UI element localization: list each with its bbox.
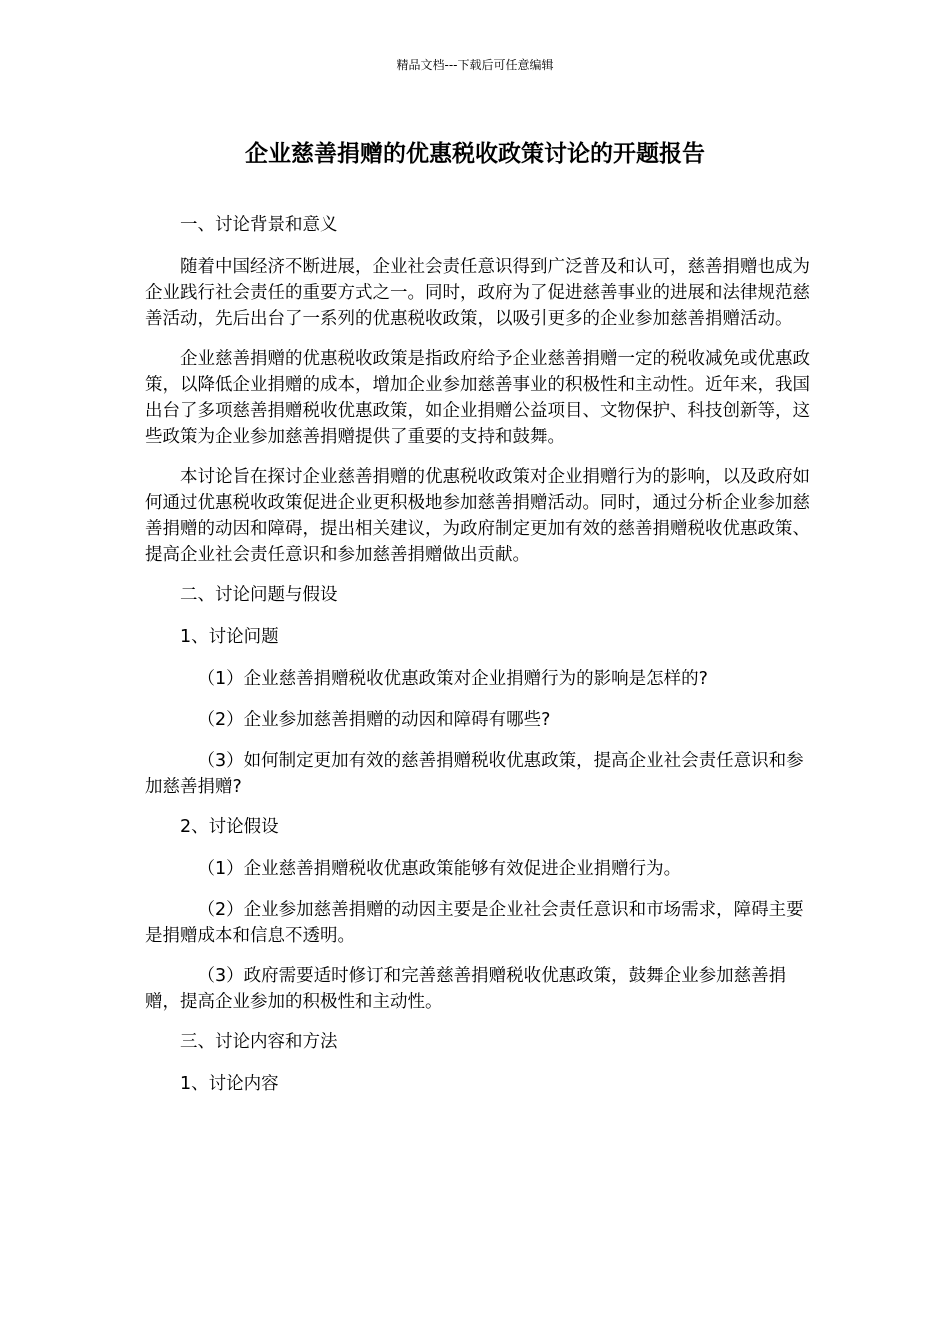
hypothesis-3: （3）政府需要适时修订和完善慈善捐赠税收优惠政策，鼓舞企业参加慈善捐赠，提高企业参加的积极性和主动性。 [145, 966, 787, 1012]
question-1: （1）企业慈善捐赠税收优惠政策对企业捐赠行为的影响是怎样的? [197, 669, 708, 689]
document-title: 企业慈善捐赠的优惠税收政策讨论的开题报告 [245, 141, 705, 167]
paragraph-1: 随着中国经济不断进展，企业社会责任意识得到广泛普及和认可，慈善捐赠也成为企业践行社会责任的重要方式之一。同时，政府为了促进慈善事业的进展和法律规范慈善活动，先后出台了一系列的优惠税收政策，以吸引更多的企业参加慈善捐赠活动。 [145, 257, 810, 329]
hypothesis-2: （2）企业参加慈善捐赠的动因主要是企业社会责任意识和市场需求，障碍主要是捐赠成本和信息不透明。 [145, 900, 804, 946]
subsection-hypotheses-heading: 2、讨论假设 [180, 817, 279, 837]
section-2-heading: 二、讨论问题与假设 [180, 585, 338, 605]
section-1-heading: 一、讨论背景和意义 [180, 215, 338, 235]
section-3-heading: 三、讨论内容和方法 [180, 1032, 338, 1052]
subsection-content-heading: 1、讨论内容 [180, 1074, 279, 1094]
paragraph-3: 本讨论旨在探讨企业慈善捐赠的优惠税收政策对企业捐赠行为的影响，以及政府如何通过优惠税收政策促进企业更积极地参加慈善捐赠活动。同时，通过分析企业参加慈善捐赠的动因和障碍，提出相关建议，为政府制定更加有效的慈善捐赠税收优惠政策、提高企业社会责任意识和参加慈善捐赠做出贡献。 [145, 467, 810, 565]
question-3: （3）如何制定更加有效的慈善捐赠税收优惠政策，提高企业社会责任意识和参加慈善捐赠? [145, 751, 804, 797]
question-2: （2）企业参加慈善捐赠的动因和障碍有哪些? [197, 710, 551, 730]
hypothesis-1: （1）企业慈善捐赠税收优惠政策能够有效促进企业捐赠行为。 [197, 859, 682, 879]
header-note: 精品文档---下载后可任意编辑 [396, 58, 554, 72]
paragraph-2: 企业慈善捐赠的优惠税收政策是指政府给予企业慈善捐赠一定的税收减免或优惠政策，以降低企业捐赠的成本，增加企业参加慈善事业的积极性和主动性。近年来，我国出台了多项慈善捐赠税收优惠政策，如企业捐赠公益项目、文物保护、科技创新等，这些政策为企业参加慈善捐赠提供了重要的支持和鼓舞。 [145, 349, 810, 447]
document-body [145, 212, 815, 1113]
subsection-questions-heading: 1、讨论问题 [180, 627, 279, 647]
